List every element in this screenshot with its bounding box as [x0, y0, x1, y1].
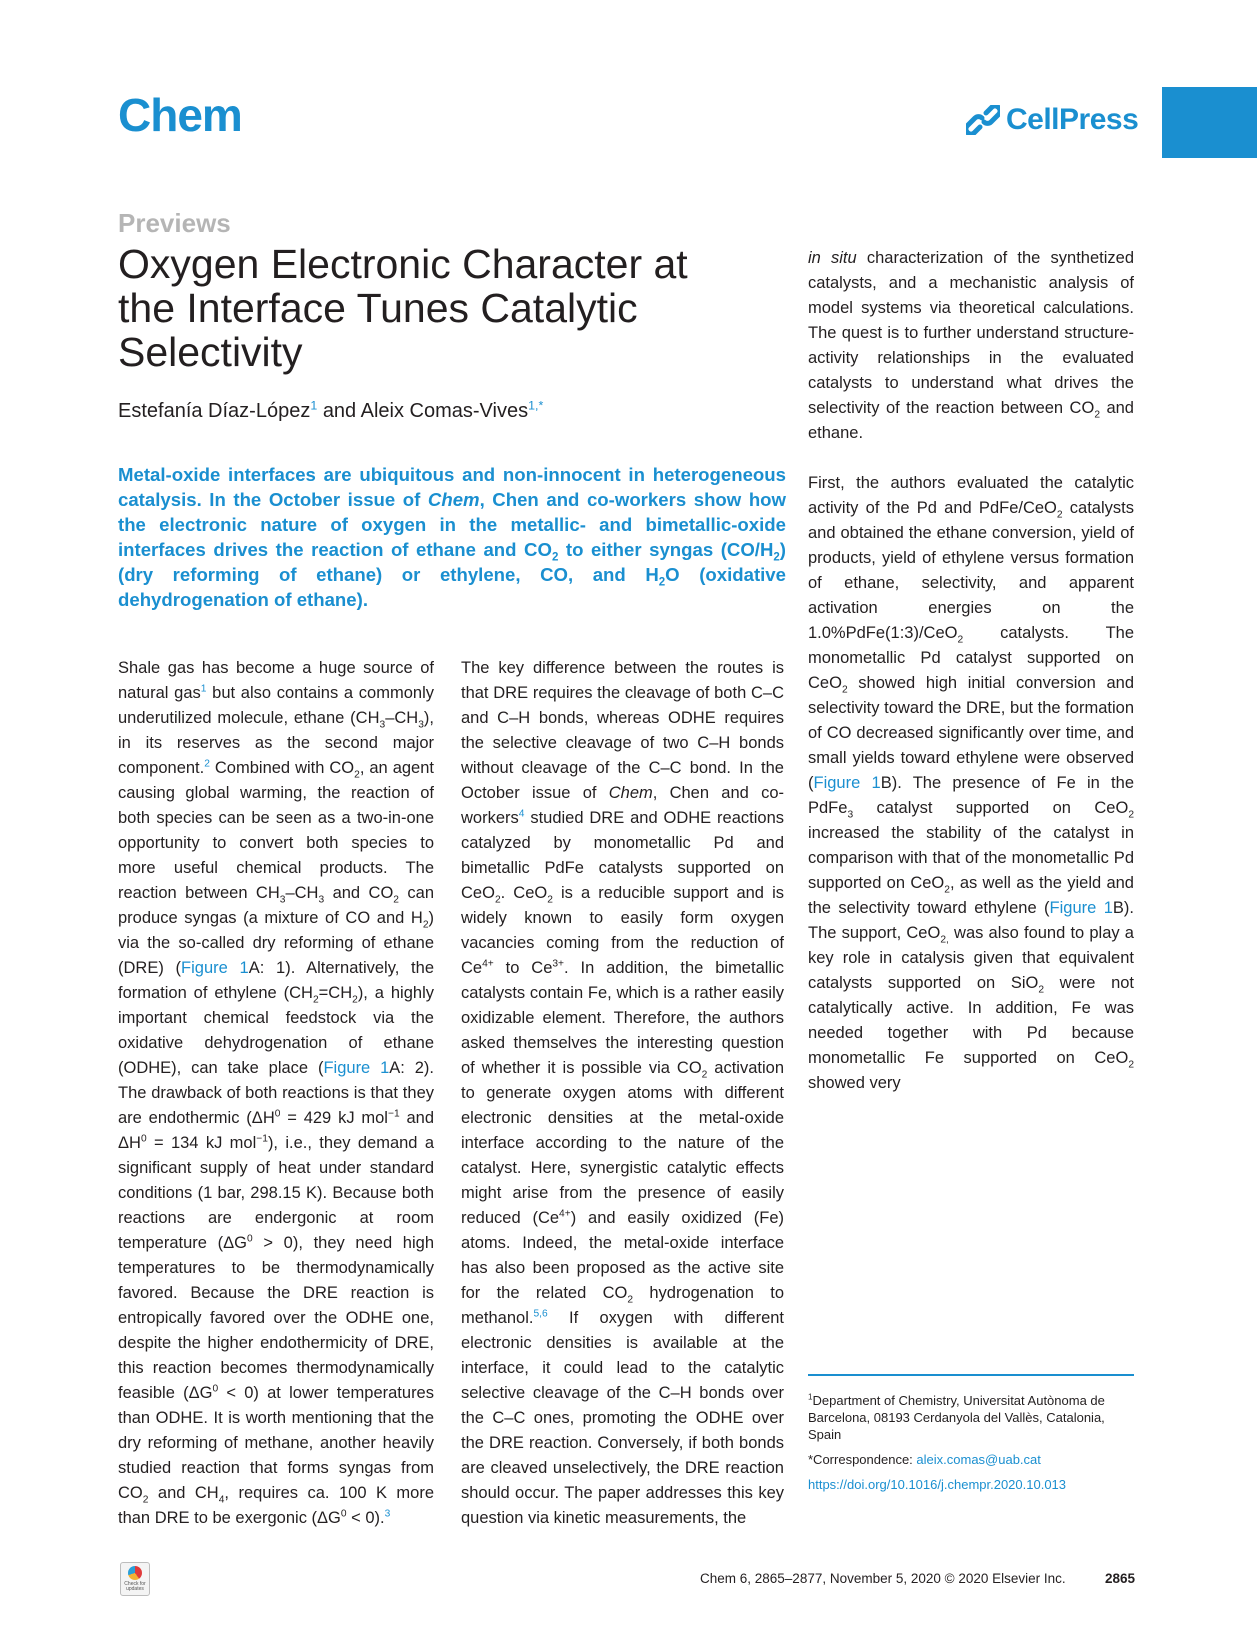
- badge-text: updates: [126, 1586, 144, 1592]
- affiliation-mark[interactable]: 1: [310, 398, 318, 413]
- check-for-updates-badge[interactable]: [120, 1562, 150, 1596]
- body-column-2: [461, 656, 784, 1531]
- footnote-divider: [808, 1374, 1134, 1376]
- page-number: 2865: [1105, 1571, 1136, 1586]
- email-link[interactable]: aleix.comas@uab.cat: [916, 1452, 1041, 1467]
- body-paragraph: The key difference between the routes is that DRE requires the cleavage of both C–C and C–H bonds, whereas ODHE requires the selective cleavage of two C–H bonds without cleavage of the C–C bond. In the October issue of Chem, Chen and co-workers$^4$ studied DRE and ODHE reactions catalyzed by monometallic Pd and bimetallic PdFe catalysts supported on CeO$_2$. CeO$_2$ is a reducible support and is widely known to easily form oxygen vacancies coming from the reduction of $Ce^{4+}$ to $Ce^{3+}$. In addition, the bimetallic catalysts contain Fe, which is a rather easily oxidizable element. Therefore, the authors asked themselves the interesting question of whether it is possible via $CO_2$ activation to generate oxygen atoms with different electronic densities at the metal-oxide interface according to the nature of the catalyst. Here, synergistic catalytic effects might arise from the presence of easily reduced $(Ce^{4+})$ and easily oxidized (Fe) atoms. Indeed, the metal-oxide interface has also been proposed as the active site for the related $CO_2$ hydrogenation to methanol.$^{5,6}$ If oxygen with different electronic densities is available at the interface, it could lead to the catalytic selective cleavage of the C–H bonds over the C–C ones, promoting the ODHE over the DRE reaction. Conversely, if both bonds are cleaved unselectively, the DRE reaction should occur. The paper addresses this key question via kinetic measurements, the: [461, 659, 784, 1527]
- journal-logo: Chem: [118, 89, 242, 141]
- crossmark-icon: [128, 1566, 142, 1580]
- article-title: Oxygen Electronic Character at the Interface Tunes Catalytic Selectivity: [118, 241, 688, 375]
- publisher-name: CellPress: [1006, 103, 1139, 136]
- reference-link[interactable]: 4: [518, 808, 525, 820]
- author-conjunction: and: [322, 400, 357, 422]
- badge-text: Check for: [124, 1581, 146, 1587]
- doi-link[interactable]: https://doi.org/10.1016/j.chempr.2020.10.013: [808, 1477, 1067, 1492]
- publisher-logo: [966, 103, 1138, 137]
- body-column-1: [118, 656, 434, 1531]
- author-list: [118, 400, 543, 423]
- reference-link[interactable]: 2: [204, 758, 210, 770]
- reference-link[interactable]: 5,6: [533, 1308, 548, 1320]
- affiliation-mark[interactable]: 1,*: [528, 398, 544, 413]
- reference-link[interactable]: 1: [200, 683, 207, 695]
- doi-note: [808, 1476, 1134, 1493]
- affiliation-note: $^1$Department of Chemistry, Universitat Autònoma de Barcelona, 08193 Cerdanyola del Vallès, Catalonia, Spain: [808, 1392, 1105, 1442]
- body-paragraph: Shale gas has become a huge source of natural gas$^1$ but also contains a commonly underutilized molecule, ethane $(CH_3-CH_3)$, in its reserves as the second major component.$^2$ Combined with $CO_2$, an agent causing global warming, the reaction of both species can be seen as a two-in-one opportunity to convert both species to more useful chemical products. The reaction between $CH_3-CH_3$ and $CO_2$ can produce syngas (a mixture of CO and $H_2$) via the so-called dry reforming of ethane (DRE) (Figure 1A: 1). Alternatively, the formation of ethylene $(CH_2=CH_2)$, a highly important chemical feedstock via the oxidative dehydrogenation of ethane (ODHE), can take place (Figure 1A: 2). The drawback of both reactions is that they are endothermic ($\Delta H^0 = 429$ kJ mol$^{-1}$ and $\Delta H^0 = 134$ kJ mol$^{-1}$), i.e., they demand a significant supply of heat under standard conditions (1 bar, 298.15 K). Because both reactions are endergonic at room temperature $(\Delta G^0 > 0)$, they need high temperatures to be thermodynamically favored. Because the DRE reaction is entropically favored over the ODHE one, despite the higher endothermicity of DRE, this reaction becomes thermodynamically feasible $(\Delta G^0 < 0)$ at lower temperatures than ODHE. It is worth mentioning that the dry reforming of methane, another heavily studied reaction that forms syngas from $CO_2$ and $CH_4$, requires ca. 100 K more than DRE to be exergonic $(\Delta G^0 < 0).^3$: [118, 659, 435, 1527]
- footnotes: [808, 1392, 1134, 1501]
- abstract: Metal-oxide interfaces are ubiquitous and non-innocent in heterogeneous catalysis. In the October issue of Chem, Chen and co-workers show how the electronic nature of oxygen in the metallic- and bimetallic-oxide interfaces drives the reaction of ethane and $CO_2$ to either syngas $(CO/H_2)$ (dry reforming of ethane) or ethylene, CO, and $H_2O$ (oxidative dehydrogenation of ethane).: [118, 464, 786, 610]
- footer-citation: Chem 6, 2865–2877, November 5, 2020 © 2020 Elsevier Inc.: [700, 1571, 1066, 1586]
- body-paragraph: in situ characterization of the synthetized catalysts, and a mechanistic analysis of model systems via theoretical calculations. The quest is to further understand structure-activity relationships in the evaluated catalysts to understand what drives the selectivity of the reaction between $CO_2$ and ethane.: [808, 249, 1134, 442]
- corner-tab: [1162, 87, 1257, 158]
- reference-link[interactable]: 3: [384, 1508, 391, 1520]
- correspondence-note: *Correspondence: aleix.comas@uab.cat: [808, 1452, 1041, 1467]
- section-label: Previews: [118, 208, 231, 238]
- body-paragraph: First, the authors evaluated the catalytic activity of the Pd and PdFe/CeO$_2$ catalysts and obtained the ethane conversion, yield of products, yield of ethylene versus formation of ethane, selectivity, and apparent activation energies on the 1.0%PdFe(1:3)/CeO$_2$ catalysts. The monometallic Pd catalyst supported on CeO$_2$ showed high initial conversion and selectivity toward the DRE, but the formation of CO decreased significantly over time, and small yields toward ethylene were observed (Figure 1B). The presence of Fe in the PdFe$_3$ catalyst supported on CeO$_2$ increased the stability of the catalyst in comparison with that of the monometallic Pd supported on CeO$_2$, as well as the yield and the selectivity toward ethylene (Figure 1B). The support, CeO$_{2,}$ was also found to play a key role in catalysis given that equivalent catalysts supported on SiO$_2$ were not catalytically active. In addition, Fe was needed together with Pd because monometallic Fe supported on CeO$_2$ showed very: [808, 474, 1135, 1092]
- figure-link[interactable]: Figure 1: [813, 774, 881, 792]
- author-name[interactable]: Estefanía Díaz-López: [118, 400, 311, 422]
- body-column-3: [808, 246, 1134, 1096]
- figure-link[interactable]: Figure 1: [1049, 899, 1113, 917]
- figure-link[interactable]: Figure 1: [323, 1059, 390, 1077]
- cellpress-link-icon: [966, 105, 1000, 135]
- author-name[interactable]: Aleix Comas-Vives: [360, 400, 529, 422]
- figure-link[interactable]: Figure 1: [181, 959, 249, 977]
